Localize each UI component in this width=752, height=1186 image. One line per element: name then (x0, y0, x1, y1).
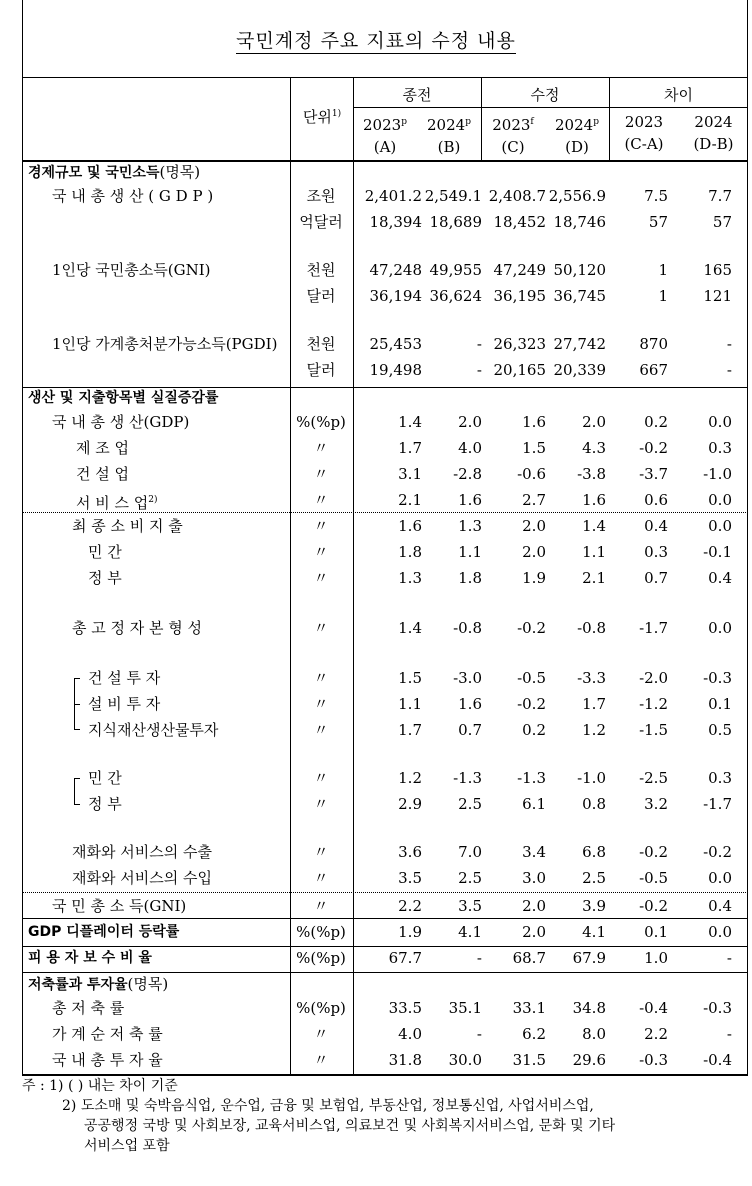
row-unit: 〃 (313, 491, 329, 509)
row-unit: 〃 (313, 543, 329, 561)
table-cell: -3.7 (639, 465, 668, 483)
table-cell: - (476, 361, 482, 379)
row-label: 재화와 서비스의 수입 (72, 869, 212, 887)
year-header: 2024$^p$ (D) (555, 116, 599, 156)
table-cell: 3.4 (522, 843, 546, 861)
table-cell: 0.2 (522, 721, 546, 739)
table-cell: -0.5 (639, 869, 668, 887)
table-cell: 36,624 (429, 287, 482, 305)
table-cell: - (726, 335, 732, 353)
table-cell: 20,339 (553, 361, 606, 379)
row-label: 정 부 (88, 795, 122, 813)
table-row (22, 866, 748, 890)
year-header: 2024$^p$ (B) (427, 116, 471, 156)
row-unit: 억달러 (299, 213, 343, 231)
table-cell: 36,194 (369, 287, 422, 305)
row-label: 국 민 총 소 득(GNI) (52, 897, 187, 915)
table-cell: 0.3 (644, 543, 668, 561)
row-label: 건 설 투 자 (88, 669, 161, 687)
table-cell: 1.6 (522, 413, 546, 431)
table-cell: 2.5 (458, 795, 482, 813)
table-cell: 47,249 (493, 261, 546, 279)
table-cell: 6.8 (582, 843, 606, 861)
table-cell: 1.8 (458, 569, 482, 587)
group-header-diff: 차이 (664, 86, 693, 104)
table-cell: 18,689 (429, 213, 482, 231)
group-header-rev: 수정 (530, 86, 560, 104)
row-unit: 〃 (313, 669, 329, 687)
table-cell: 2.0 (522, 517, 546, 535)
table-row (22, 210, 748, 234)
row-unit: %(%p) (296, 949, 346, 967)
table-cell: 2.0 (522, 543, 546, 561)
table-cell: 31.5 (512, 1051, 546, 1069)
table-cell: 0.4 (708, 569, 732, 587)
row-unit: %(%p) (296, 413, 346, 431)
row-label: 건 설 업 (76, 465, 130, 483)
row-unit: 〃 (313, 843, 329, 861)
table-cell: 1.3 (398, 569, 422, 587)
table-cell: 165 (703, 261, 732, 279)
row-label: 1인당 국민총소득(GNI) (52, 261, 211, 279)
table-cell: 4.1 (458, 923, 482, 941)
section-row (22, 386, 748, 410)
row-label: 국 내 총 투 자 율 (52, 1051, 163, 1069)
table-cell: 870 (639, 335, 668, 353)
table-cell: -0.3 (703, 669, 732, 687)
row-unit: 〃 (313, 619, 329, 637)
table-cell: 1.9 (522, 569, 546, 587)
row-label: 설 비 투 자 (88, 695, 161, 713)
table-cell: 7.0 (458, 843, 482, 861)
table-row (22, 1022, 748, 1046)
row-label: 총 저 축 률 (52, 999, 125, 1017)
table-cell: -3.8 (577, 465, 606, 483)
table-cell: -2.8 (453, 465, 482, 483)
table-cell: 2.2 (398, 897, 422, 915)
table-row (22, 566, 748, 590)
row-label: 저축률과 투자율(명목) (28, 975, 169, 993)
table-cell: 34.8 (572, 999, 606, 1017)
table-cell: 0.4 (644, 517, 668, 535)
unit-header: 단위$^{1)}$ (302, 108, 342, 126)
table-cell: 6.2 (522, 1025, 546, 1043)
table-cell: 1.9 (398, 923, 422, 941)
table-row (22, 666, 748, 690)
table-row (22, 792, 748, 816)
table-cell: 1.0 (644, 949, 668, 967)
table-cell: 26,323 (493, 335, 546, 353)
table-cell: 3.6 (398, 843, 422, 861)
row-unit: 〃 (313, 721, 329, 739)
table-cell: 0.1 (644, 923, 668, 941)
section-row (22, 972, 748, 996)
row-label: 민 간 (88, 769, 122, 787)
year-header: 2023 (C-A) (624, 113, 664, 153)
table-cell: 0.3 (708, 439, 732, 457)
table-row (22, 258, 748, 282)
table-cell: 0.4 (708, 897, 732, 915)
table-cell: 1.1 (458, 543, 482, 561)
table-cell: 18,394 (369, 213, 422, 231)
table-cell: 8.0 (582, 1025, 606, 1043)
footnote-2: 2) 도소매 및 숙박음식업, 운수업, 금융 및 보험업, 부동산업, 정보통신업, 사업서비스업, (62, 1098, 594, 1114)
table-cell: 35.1 (448, 999, 482, 1017)
table-cell: 33.5 (388, 999, 422, 1017)
group-rule (353, 107, 748, 108)
table-cell: - (726, 949, 732, 967)
table-cell: 0.0 (708, 491, 732, 509)
footnotes (22, 1076, 748, 1156)
table-cell: -0.8 (453, 619, 482, 637)
table-cell: 3.5 (398, 869, 422, 887)
table-cell: -0.5 (517, 669, 546, 687)
row-label: 1인당 가계총처분가능소득(PGDI) (52, 335, 278, 353)
section-row (22, 920, 748, 944)
footnote-1: 주 : 1) ( ) 내는 차이 기준 (22, 1078, 178, 1094)
row-unit: 조원 (306, 187, 336, 205)
dotted-rule-1 (22, 512, 748, 513)
table-cell: -0.2 (517, 695, 546, 713)
table-cell: 1.2 (398, 769, 422, 787)
dotted-rule-2 (22, 892, 748, 893)
table-row (22, 184, 748, 208)
table-cell: -1.2 (639, 695, 668, 713)
table-row (22, 436, 748, 460)
table-row (22, 284, 748, 308)
table-cell: 0.7 (644, 569, 668, 587)
table-cell: -1.0 (703, 465, 732, 483)
row-unit: 〃 (313, 1051, 329, 1069)
table-cell: - (476, 335, 482, 353)
table-cell: 18,746 (553, 213, 606, 231)
table-row (22, 488, 748, 512)
header-top-rule (22, 77, 748, 78)
row-label: 생산 및 지출항목별 실질증감률 (28, 390, 219, 406)
row-unit: 〃 (313, 569, 329, 587)
footnote-2-cont2: 서비스업 포함 (84, 1138, 170, 1154)
table-cell: 33.1 (512, 999, 546, 1017)
table-cell: 0.7 (458, 721, 482, 739)
row-unit: 〃 (313, 897, 329, 915)
table-cell: - (476, 1025, 482, 1043)
table-cell: 4.1 (582, 923, 606, 941)
row-unit: %(%p) (296, 923, 346, 941)
table-cell: 0.2 (644, 413, 668, 431)
table-cell: 3.0 (522, 869, 546, 887)
table-cell: -0.2 (703, 843, 732, 861)
table-cell: -1.7 (703, 795, 732, 813)
table-cell: 2.0 (458, 413, 482, 431)
table-cell: -0.3 (639, 1051, 668, 1069)
table-cell: -2.5 (639, 769, 668, 787)
row-label: 가 계 순 저 축 률 (52, 1025, 163, 1043)
table-row (22, 894, 748, 918)
table-row (22, 840, 748, 864)
table-cell: 49,955 (429, 261, 482, 279)
table-cell: 1.4 (398, 619, 422, 637)
table-cell: 68.7 (512, 949, 546, 967)
table-cell: 2.0 (522, 923, 546, 941)
table-cell: -0.2 (517, 619, 546, 637)
table-cell: 2,401.2 (364, 187, 422, 205)
table-cell: 31.8 (388, 1051, 422, 1069)
table-cell: 4.0 (458, 439, 482, 457)
row-label: 지식재산생산물투자 (88, 721, 219, 739)
table-cell: 0.0 (708, 923, 732, 941)
table-cell: 2.5 (582, 869, 606, 887)
table-cell: 0.5 (708, 721, 732, 739)
table-row (22, 358, 748, 382)
row-label: 총 고 정 자 본 형 성 (72, 619, 203, 637)
table-cell: -0.6 (517, 465, 546, 483)
row-unit: 〃 (313, 869, 329, 887)
table-cell: 1 (658, 261, 668, 279)
table-cell: -1.3 (453, 769, 482, 787)
table-cell: 50,120 (553, 261, 606, 279)
table-row (22, 766, 748, 790)
table-row (22, 514, 748, 538)
row-unit: 〃 (313, 795, 329, 813)
table-cell: 1.4 (398, 413, 422, 431)
table-cell: 3.9 (582, 897, 606, 915)
row-unit: %(%p) (296, 999, 346, 1017)
table-cell: 2.1 (398, 491, 422, 509)
row-unit: 〃 (313, 1025, 329, 1043)
table-row (22, 332, 748, 356)
table-cell: 1.6 (458, 695, 482, 713)
table-cell: 2.5 (458, 869, 482, 887)
section-row (22, 946, 748, 970)
table-cell: 1.7 (398, 439, 422, 457)
table-cell: 0.3 (708, 769, 732, 787)
table-cell: 121 (703, 287, 732, 305)
table-cell: - (726, 361, 732, 379)
table-cell: - (476, 949, 482, 967)
table-cell: 1.4 (582, 517, 606, 535)
row-unit: 〃 (313, 695, 329, 713)
table-cell: 3.1 (398, 465, 422, 483)
table-row (22, 540, 748, 564)
row-label: 재화와 서비스의 수출 (72, 843, 212, 861)
year-header: 2024 (D-B) (693, 113, 734, 153)
table-cell: 1.7 (398, 721, 422, 739)
row-label: GDP 디플레이터 등락률 (28, 924, 180, 940)
row-label: 국 내 총 생 산(GDP) (52, 413, 190, 431)
table-cell: 1.1 (582, 543, 606, 561)
table-cell: -0.3 (703, 999, 732, 1017)
row-label: 경제규모 및 국민소득(명목) (28, 163, 201, 181)
table-cell: 47,248 (369, 261, 422, 279)
table-cell: 36,195 (493, 287, 546, 305)
table-row (22, 410, 748, 434)
table-cell: -0.2 (639, 439, 668, 457)
table-cell: 1 (658, 287, 668, 305)
col-divider-unit (290, 77, 291, 160)
row-unit: 〃 (313, 465, 329, 483)
group-header-prev: 종전 (402, 86, 432, 104)
table-cell: 0.8 (582, 795, 606, 813)
table-cell: -1.7 (639, 619, 668, 637)
row-label: 서 비 스 업$^{2)}$ (76, 494, 158, 512)
row-unit: 〃 (313, 769, 329, 787)
table-cell: 1.5 (398, 669, 422, 687)
table-cell: 2.0 (522, 897, 546, 915)
page-title: 국민계정 주요 지표의 수정 내용 (236, 30, 516, 52)
table-row (22, 718, 748, 742)
year-header: 2023$^f$ (C) (492, 116, 534, 156)
section-row (22, 160, 748, 184)
table-cell: 667 (639, 361, 668, 379)
footnote-2-cont1: 공공행정 국방 및 사회보장, 교육서비스업, 의료보건 및 사회복지서비스업, 문화 및 기타 (84, 1118, 616, 1134)
table-cell: 0.0 (708, 413, 732, 431)
table-cell: 1.5 (522, 439, 546, 457)
table-row (22, 462, 748, 486)
table-cell: 67.9 (572, 949, 606, 967)
table-cell: 57 (712, 213, 732, 231)
table-row (22, 1048, 748, 1072)
row-label: 정 부 (88, 569, 122, 587)
table-cell: -3.0 (453, 669, 482, 687)
table-cell: -0.1 (703, 543, 732, 561)
table-cell: 1.8 (398, 543, 422, 561)
table-cell: 2,556.9 (548, 187, 606, 205)
row-label: 민 간 (88, 543, 122, 561)
row-unit: 달러 (306, 287, 336, 305)
table-cell: 0.1 (708, 695, 732, 713)
table-cell: 2.0 (582, 413, 606, 431)
table-cell: 2.2 (644, 1025, 668, 1043)
table-cell: 20,165 (493, 361, 546, 379)
table-cell: 1.1 (398, 695, 422, 713)
table-cell: 2.7 (522, 491, 546, 509)
table-cell: 1.6 (582, 491, 606, 509)
table-cell: - (726, 1025, 732, 1043)
table-cell: 1.6 (398, 517, 422, 535)
table-cell: 19,498 (369, 361, 422, 379)
row-unit: 〃 (313, 517, 329, 535)
section-rule-2 (22, 918, 748, 919)
table-cell: -2.0 (639, 669, 668, 687)
year-header: 2023$^p$ (A) (363, 116, 407, 156)
table-cell: 1.3 (458, 517, 482, 535)
table-cell: 6.1 (522, 795, 546, 813)
row-unit: 달러 (306, 361, 336, 379)
table-row (22, 996, 748, 1020)
table-cell: 1.7 (582, 695, 606, 713)
table-cell: 1.2 (582, 721, 606, 739)
table-cell: 3.2 (644, 795, 668, 813)
table-cell: 29.6 (572, 1051, 606, 1069)
table-cell: 0.6 (644, 491, 668, 509)
table-cell: -0.2 (639, 843, 668, 861)
table-cell: -0.4 (703, 1051, 732, 1069)
table-cell: 0.0 (708, 619, 732, 637)
table-cell: 27,742 (553, 335, 606, 353)
table-cell: 18,452 (493, 213, 546, 231)
table-cell: 67.7 (388, 949, 422, 967)
table-cell: 2.1 (582, 569, 606, 587)
table-cell: 2,549.1 (424, 187, 482, 205)
table-cell: -1.0 (577, 769, 606, 787)
row-unit: 천원 (306, 261, 336, 279)
table-cell: -0.4 (639, 999, 668, 1017)
table-cell: 0.0 (708, 869, 732, 887)
table-cell: 0.0 (708, 517, 732, 535)
table-cell: 7.5 (644, 187, 668, 205)
row-label: 국 내 총 생 산 ( G D P ) (52, 187, 214, 205)
table-cell: -1.3 (517, 769, 546, 787)
table-cell: 1.6 (458, 491, 482, 509)
table-cell: -0.8 (577, 619, 606, 637)
table-row (22, 692, 748, 716)
row-unit: 천원 (306, 335, 336, 353)
row-label: 제 조 업 (76, 439, 130, 457)
table-cell: 4.0 (398, 1025, 422, 1043)
table-cell: 30.0 (448, 1051, 482, 1069)
table-cell: -0.2 (639, 897, 668, 915)
row-label: 최 종 소 비 지 출 (72, 517, 183, 535)
table-cell: 57 (648, 213, 668, 231)
table-cell: 25,453 (369, 335, 422, 353)
table-cell: 2.9 (398, 795, 422, 813)
row-label: 피 용 자 보 수 비 율 (28, 950, 152, 966)
table-cell: -1.5 (639, 721, 668, 739)
table-cell: 7.7 (708, 187, 732, 205)
table-cell: 2,408.7 (488, 187, 546, 205)
row-unit: 〃 (313, 439, 329, 457)
table-cell: 36,745 (553, 287, 606, 305)
table-cell: 3.5 (458, 897, 482, 915)
table-cell: 4.3 (582, 439, 606, 457)
table-cell: -3.3 (577, 669, 606, 687)
table-row (22, 616, 748, 640)
